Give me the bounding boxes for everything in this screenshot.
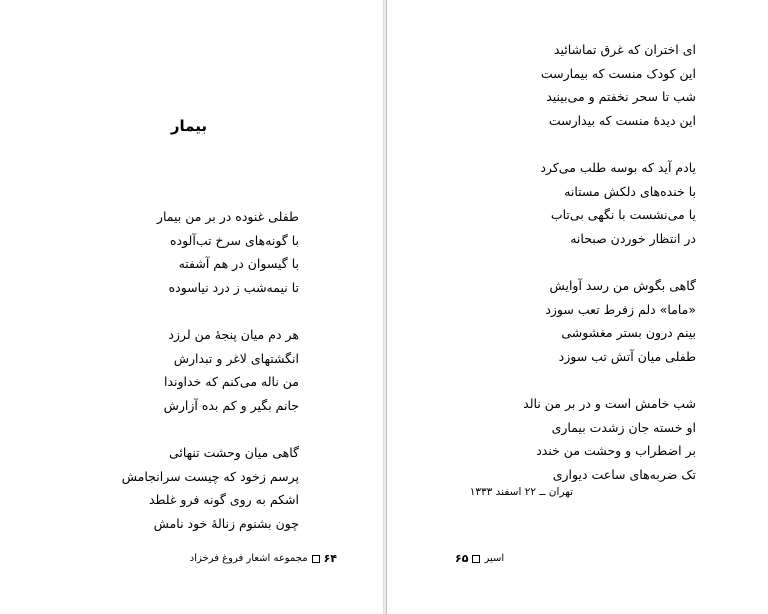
poem-line: بینم درون بستر مغشوشی	[561, 325, 696, 340]
poem-line: هر دم میان پنجهٔ من لرزد	[168, 327, 299, 342]
poem-line: طفلی میان آتش تب سوزد	[558, 348, 696, 364]
running-head: اسیر	[484, 553, 505, 564]
poem-line: من ناله می‌کنم که خداوندا	[163, 374, 299, 389]
poem-line: او خسته جان زشدت بیماری	[551, 419, 696, 435]
poem-line: یادم آید که بوسه طلب می‌کرد	[540, 160, 696, 175]
poem-line: در انتظار خوردن صبحانه	[570, 230, 696, 246]
dateline: تهران ــ ۲۲ اسفند ۱۳۳۳	[469, 486, 573, 498]
footer-square-icon	[312, 555, 320, 563]
stanza	[523, 38, 696, 132]
poem-line: شب تا سحر نخفتم و می‌بینید	[546, 89, 696, 104]
poem-line: گاهی بگوش من رسد آوایش	[549, 278, 696, 293]
poem-line: اشکم به روی گونه فرو غلطد	[148, 492, 299, 507]
poem-line: «ماما» دلم زفرط تعب سوزد	[545, 301, 696, 317]
footer-square-icon	[472, 555, 480, 563]
left-page-footer	[190, 552, 337, 565]
poem-line: پرسم زخود که چیست سرانجامش	[121, 468, 299, 484]
poem-line: جانم بگیر و کم بده آزارش	[163, 397, 299, 413]
poem-line: یا می‌نشست با نگهی بی‌تاب	[550, 207, 696, 222]
poem-line: با گیسوان در هم آشفته	[178, 256, 299, 271]
page-number: ۶۵	[455, 552, 469, 565]
right-poem	[523, 38, 696, 510]
running-head: مجموعه اشعار فروغ فرخزاد	[189, 553, 308, 564]
stanza	[523, 156, 696, 250]
poem-line: گاهی میان وحشت تنهائی	[168, 445, 299, 460]
poem-line: شب خامش است و در بر من نالد	[523, 396, 696, 411]
stanza	[122, 205, 299, 299]
poem-line: انگشتهای لاغر و تبدارش	[173, 350, 299, 366]
poem-line: با گونه‌های سرخ تب‌آلوده	[169, 232, 299, 248]
poem-line: چون بشنوم زنالهٔ خود نامش	[153, 515, 299, 531]
poem-line: طفلی غنوده در بر من بیمار	[156, 209, 299, 224]
poem-line: این دیدهٔ منست که بیدارست	[548, 112, 696, 128]
stanza	[523, 392, 696, 486]
stanza	[523, 274, 696, 368]
poem-line: تا نیمه‌شب ز درد نیاسوده	[168, 279, 299, 295]
right-page-footer	[455, 552, 504, 565]
page-number: ۶۴	[323, 552, 337, 565]
poem-line: این کودک منست که بیمارست	[540, 65, 696, 81]
poem-line: ای اختران که غرق تماشائید	[553, 42, 696, 57]
stanza	[122, 441, 299, 535]
poem-line: با خنده‌های دلکش مستانه	[564, 183, 696, 199]
poem-title: بیمار	[170, 117, 207, 135]
poem-line: تک ضربه‌های ساعت دیواری	[552, 466, 696, 482]
left-poem	[122, 205, 299, 559]
right-page	[386, 0, 768, 614]
stanza	[122, 323, 299, 417]
poem-line: بر اضطراب و وحشت من خندد	[536, 443, 696, 458]
